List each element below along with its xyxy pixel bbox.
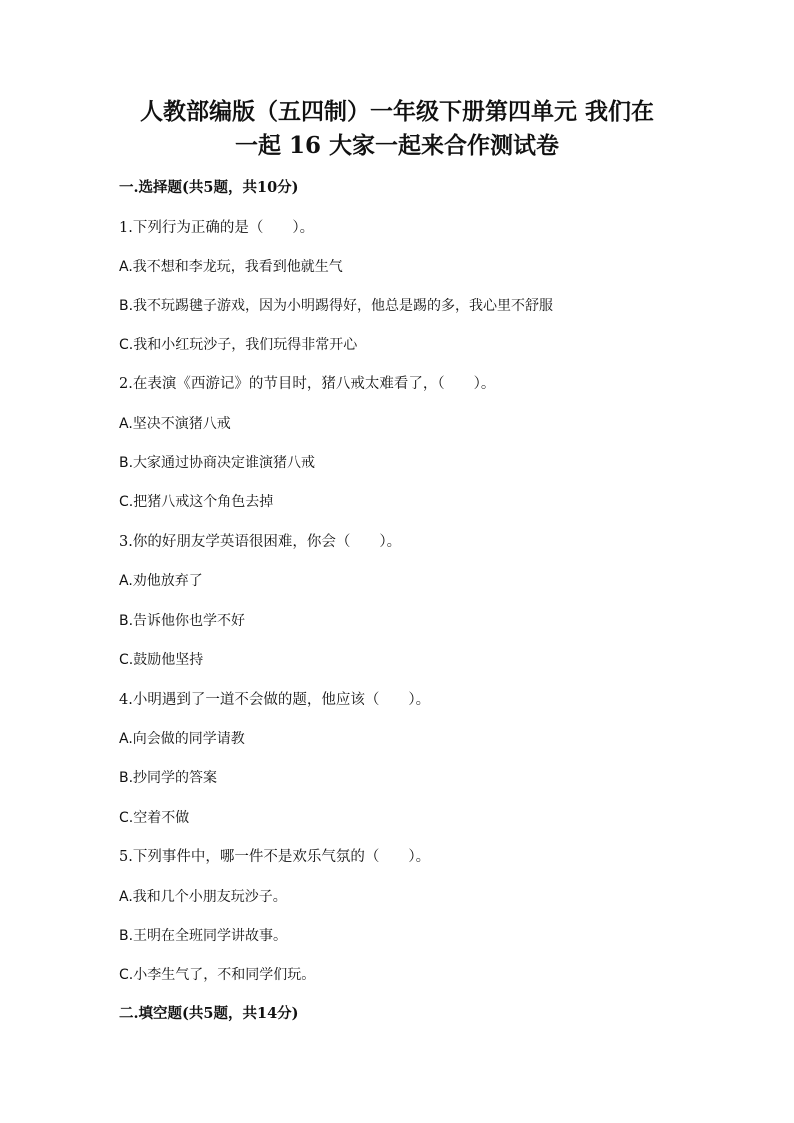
- question-2-option-c: C.把猪八戒这个角色去掉: [119, 494, 274, 510]
- question-1-stem: 1.下列行为正确的是（ ）。: [119, 220, 315, 236]
- section-heading-fill-in: 二.填空题(共5题，共14分): [119, 1005, 299, 1022]
- question-4-option-c: C.空着不做: [119, 810, 190, 826]
- section-heading-choice: 一.选择题(共5题，共10分): [119, 179, 299, 196]
- question-4-option-a: A.向会做的同学请教: [119, 731, 245, 747]
- question-1-option-c: C.我和小红玩沙子，我们玩得非常开心: [119, 337, 358, 353]
- question-2-stem: 2.在表演《西游记》的节目时，猪八戒太难看了，（ ）。: [119, 376, 496, 392]
- question-4-stem: 4.小明遇到了一道不会做的题，他应该（ ）。: [119, 692, 431, 708]
- question-2-option-a: A.坚决不演猪八戒: [119, 416, 231, 432]
- question-3-option-a: A.劝他放弃了: [119, 573, 203, 589]
- question-3-option-c: C.鼓励他坚持: [119, 652, 204, 668]
- question-5-option-a: A.我和几个小朋友玩沙子。: [119, 889, 287, 905]
- question-5-option-b: B.王明在全班同学讲故事。: [119, 928, 288, 944]
- question-5-stem: 5.下列事件中，哪一件不是欢乐气氛的（ ）。: [119, 849, 431, 865]
- question-5-option-c: C.小李生气了，不和同学们玩。: [119, 967, 316, 983]
- question-3-option-b: B.告诉他你也学不好: [119, 613, 246, 629]
- question-3-stem: 3.你的好朋友学英语很困难，你会（ ）。: [119, 534, 402, 550]
- document-title-line-2: 一起 16 大家一起来合作测试卷: [234, 132, 560, 159]
- question-1-option-b: B.我不玩踢毽子游戏，因为小明踢得好，他总是踢的多，我心里不舒服: [119, 298, 554, 314]
- document-title-line-1: 人教部编版（五四制）一年级下册第四单元 我们在: [139, 98, 654, 125]
- question-4-option-b: B.抄同学的答案: [119, 770, 218, 786]
- question-2-option-b: B.大家通过协商决定谁演猪八戒: [119, 455, 316, 471]
- question-1-option-a: A.我不想和李龙玩，我看到他就生气: [119, 259, 343, 275]
